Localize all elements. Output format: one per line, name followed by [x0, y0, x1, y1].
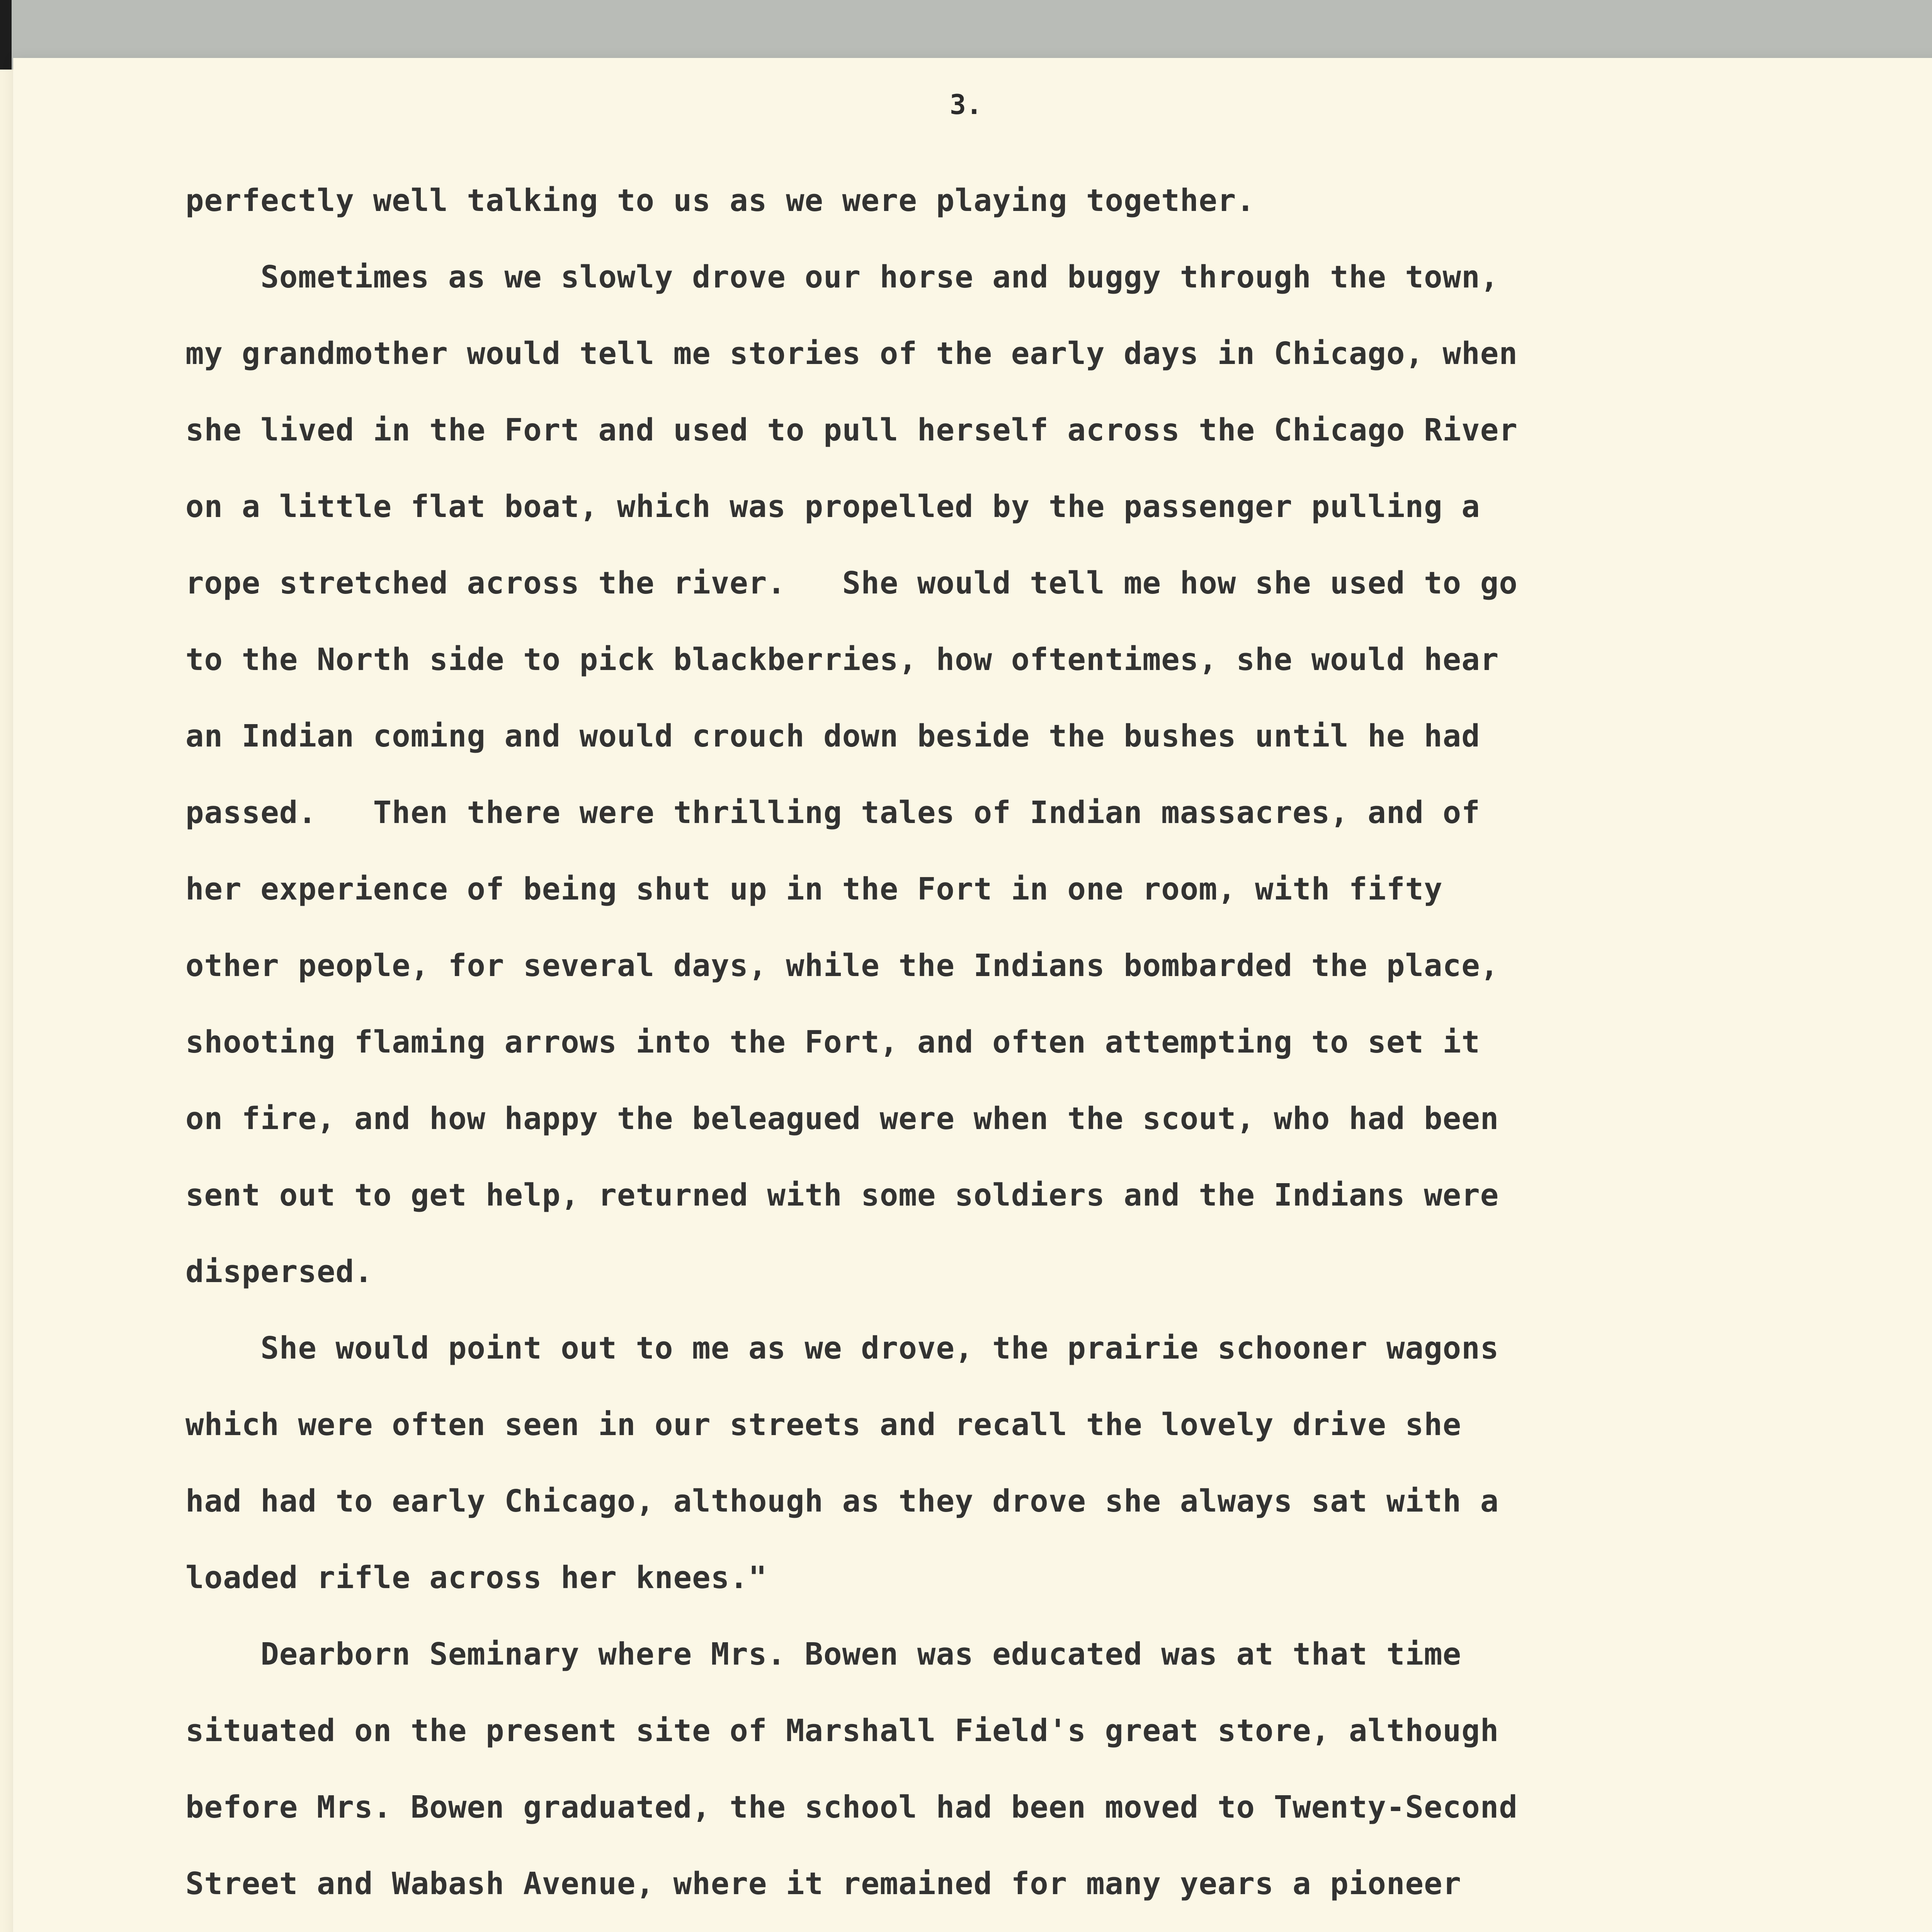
- text-line: an Indian coming and would crouch down beside the bushes until he had: [185, 718, 1480, 754]
- text-line: shooting flaming arrows into the Fort, and often attempting to set it: [185, 1024, 1480, 1060]
- text-line: on a little flat boat, which was propelled by the passenger pulling a: [185, 489, 1480, 524]
- text-line: on fire, and how happy the beleagued were when the scout, who had been: [185, 1101, 1499, 1136]
- text-line: Dearborn Seminary where Mrs. Bowen was educated was at that time: [185, 1636, 1462, 1672]
- text-line: passed. Then there were thrilling tales of Indian massacres, and of: [185, 795, 1480, 830]
- page-number: 3.: [949, 89, 983, 121]
- text-line: [185, 1922, 1886, 1932]
- text-line: Sometimes as we slowly drove our horse and buggy through the town,: [185, 259, 1499, 295]
- text-line: perfectly well talking to us as we were playing together.: [185, 183, 1255, 218]
- text-line: Street and Wabash Avenue, where it remained for many years a pioneer: [185, 1866, 1462, 1901]
- text-line: rope stretched across the river. She would tell me how she used to go: [185, 565, 1518, 601]
- text-line: her experience of being shut up in the Fort in one room, with fifty: [185, 871, 1443, 907]
- text-line: my grandmother would tell me stories of the early days in Chicago, when: [185, 336, 1518, 371]
- body-text: [185, 162, 1886, 1932]
- text-line: to the North side to pick blackberries, how oftentimes, she would hear: [185, 642, 1499, 677]
- text-line: She would point out to me as we drove, the prairie schooner wagons: [185, 1330, 1499, 1366]
- scanner-edge: [0, 0, 12, 70]
- text-line: other people, for several days, while the Indians bombarded the place,: [185, 948, 1499, 983]
- text-line: dispersed.: [185, 1254, 373, 1289]
- text-line: situated on the present site of Marshall Field's great store, although: [185, 1713, 1499, 1748]
- text-line: she lived in the Fort and used to pull herself across the Chicago River: [185, 412, 1518, 448]
- text-line: sent out to get help, returned with some soldiers and the Indians were: [185, 1177, 1499, 1213]
- text-line: before Mrs. Bowen graduated, the school had been moved to Twenty-Second: [185, 1789, 1518, 1825]
- text-line: which were often seen in our streets and recall the lovely drive she: [185, 1407, 1462, 1442]
- text-line: had had to early Chicago, although as they drove she always sat with a: [185, 1483, 1499, 1519]
- text-line: loaded rifle across her knees.": [185, 1560, 767, 1595]
